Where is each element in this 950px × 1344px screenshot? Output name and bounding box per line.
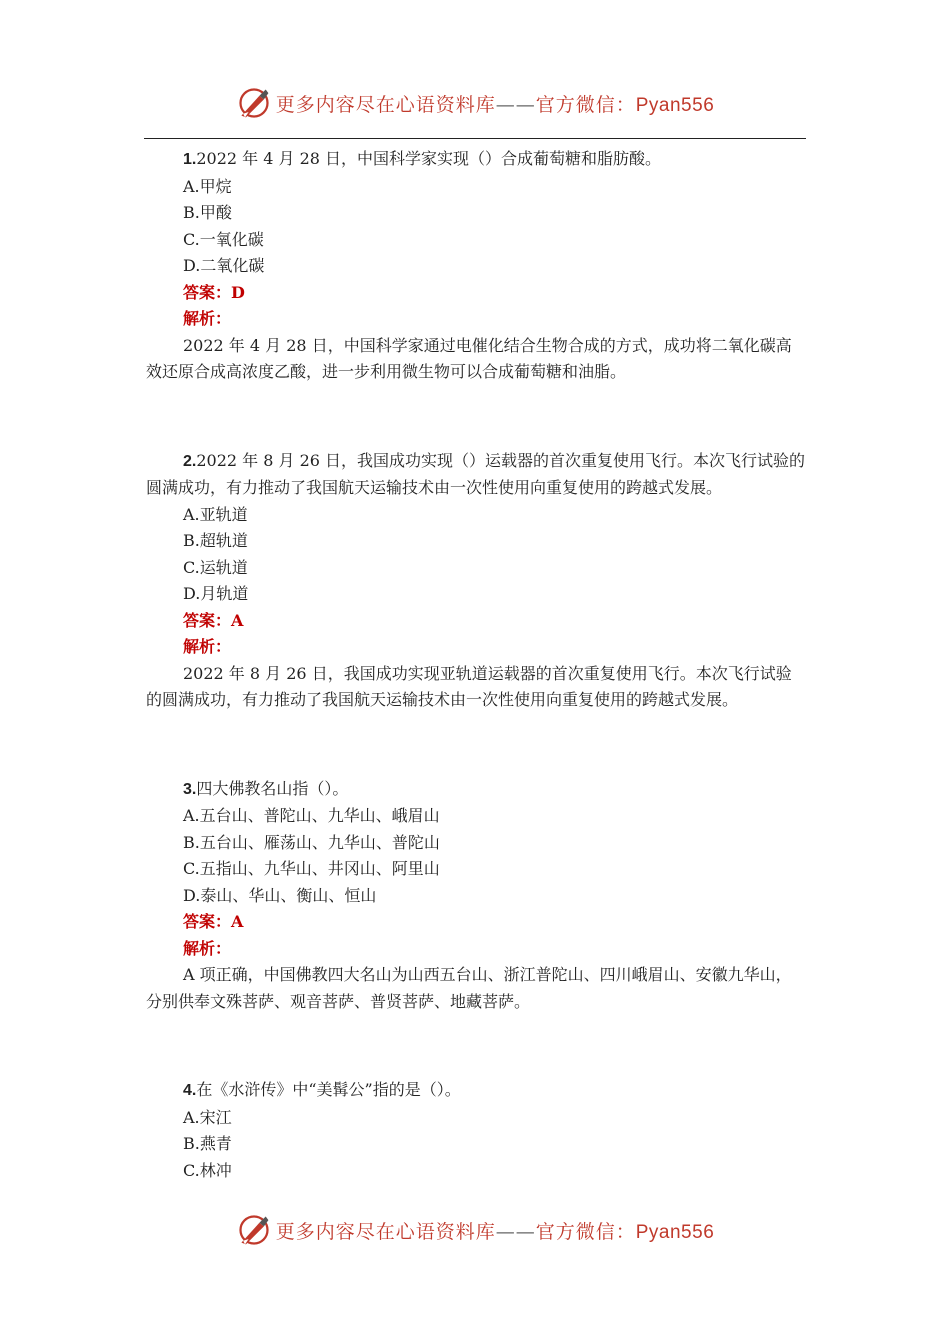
question-4 [146, 1077, 806, 1184]
explanation-label: 解析： [183, 938, 232, 958]
explanation-text: 2022 年 4 月 28 日，中国科学家通过电催化结合生物合成的方式，成功将二氧化碳高效还原合成高浓度乙酸，进一步利用微生物可以合成葡萄糖和油脂。 [146, 335, 792, 381]
quill-logo-icon [236, 85, 272, 121]
explanation-label: 解析： [183, 309, 232, 328]
header-divider [144, 138, 806, 139]
question-1 [146, 146, 806, 386]
option-b: B.甲酸 [183, 203, 232, 222]
question-list [146, 146, 806, 1246]
option-b: B.超轨道 [183, 531, 248, 550]
question-stem: 4.在《水浒传》中“美髯公”指的是（）。 [183, 1080, 461, 1099]
banner-text: 更多内容尽在心语资料库——官方微信：Pyan556 [275, 1220, 715, 1243]
option-d: D.月轨道 [183, 584, 249, 603]
footer-banner [0, 1207, 950, 1253]
question-2 [146, 448, 806, 714]
explanation-text: 2022 年 8 月 26 日，我国成功实现亚轨道运载器的首次重复使用飞行。本次飞行试验的圆满成功，有力推动了我国航天运输技术由一次性使用向重复使用的跨越式发展。 [146, 663, 792, 709]
question-stem: 3.四大佛教名山指（）。 [183, 778, 349, 798]
question-stem: 1.2022 年 4 月 28 日，中国科学家实现（）合成葡萄糖和脂肪酸。 [183, 149, 662, 168]
answer: 答案：A [183, 610, 244, 630]
banner-text: 更多内容尽在心语资料库——官方微信：Pyan556 [275, 93, 715, 116]
option-a: A.甲烷 [183, 176, 232, 196]
option-c: C.林冲 [183, 1160, 232, 1180]
answer: 答案：D [183, 282, 245, 302]
option-d: D.泰山、华山、衡山、恒山 [183, 885, 377, 905]
option-b: B.五台山、雁荡山、九华山、普陀山 [183, 832, 440, 852]
option-a: A.五台山、普陀山、九华山、峨眉山 [183, 806, 440, 825]
explanation-label: 解析： [183, 637, 232, 656]
explanation-text: A 项正确，中国佛教四大名山为山西五台山、浙江普陀山、四川峨眉山、安徽九华山，分别供奉文殊菩萨、观音菩萨、普贤菩萨、地藏菩萨。 [146, 965, 792, 1011]
header-banner [0, 80, 950, 126]
option-c: C.运轨道 [183, 557, 248, 577]
option-d: D.二氧化碳 [183, 256, 265, 275]
answer: 答案：A [183, 912, 244, 931]
option-a: A.亚轨道 [183, 504, 248, 524]
option-c: C.五指山、九华山、井冈山、阿里山 [183, 859, 440, 878]
option-c: C.一氧化碳 [183, 229, 264, 249]
question-3 [146, 776, 806, 1016]
question-stem: 2.2022 年 8 月 26 日，我国成功实现（）运载器的首次重复使用飞行。本次飞行试验的圆满成功，有力推动了我国航天运输技术由一次性使用向重复使用的跨越式发展。 [146, 450, 806, 497]
quill-logo-icon [236, 1212, 272, 1248]
option-b: B.燕青 [183, 1134, 232, 1153]
option-a: A.宋江 [183, 1107, 232, 1127]
